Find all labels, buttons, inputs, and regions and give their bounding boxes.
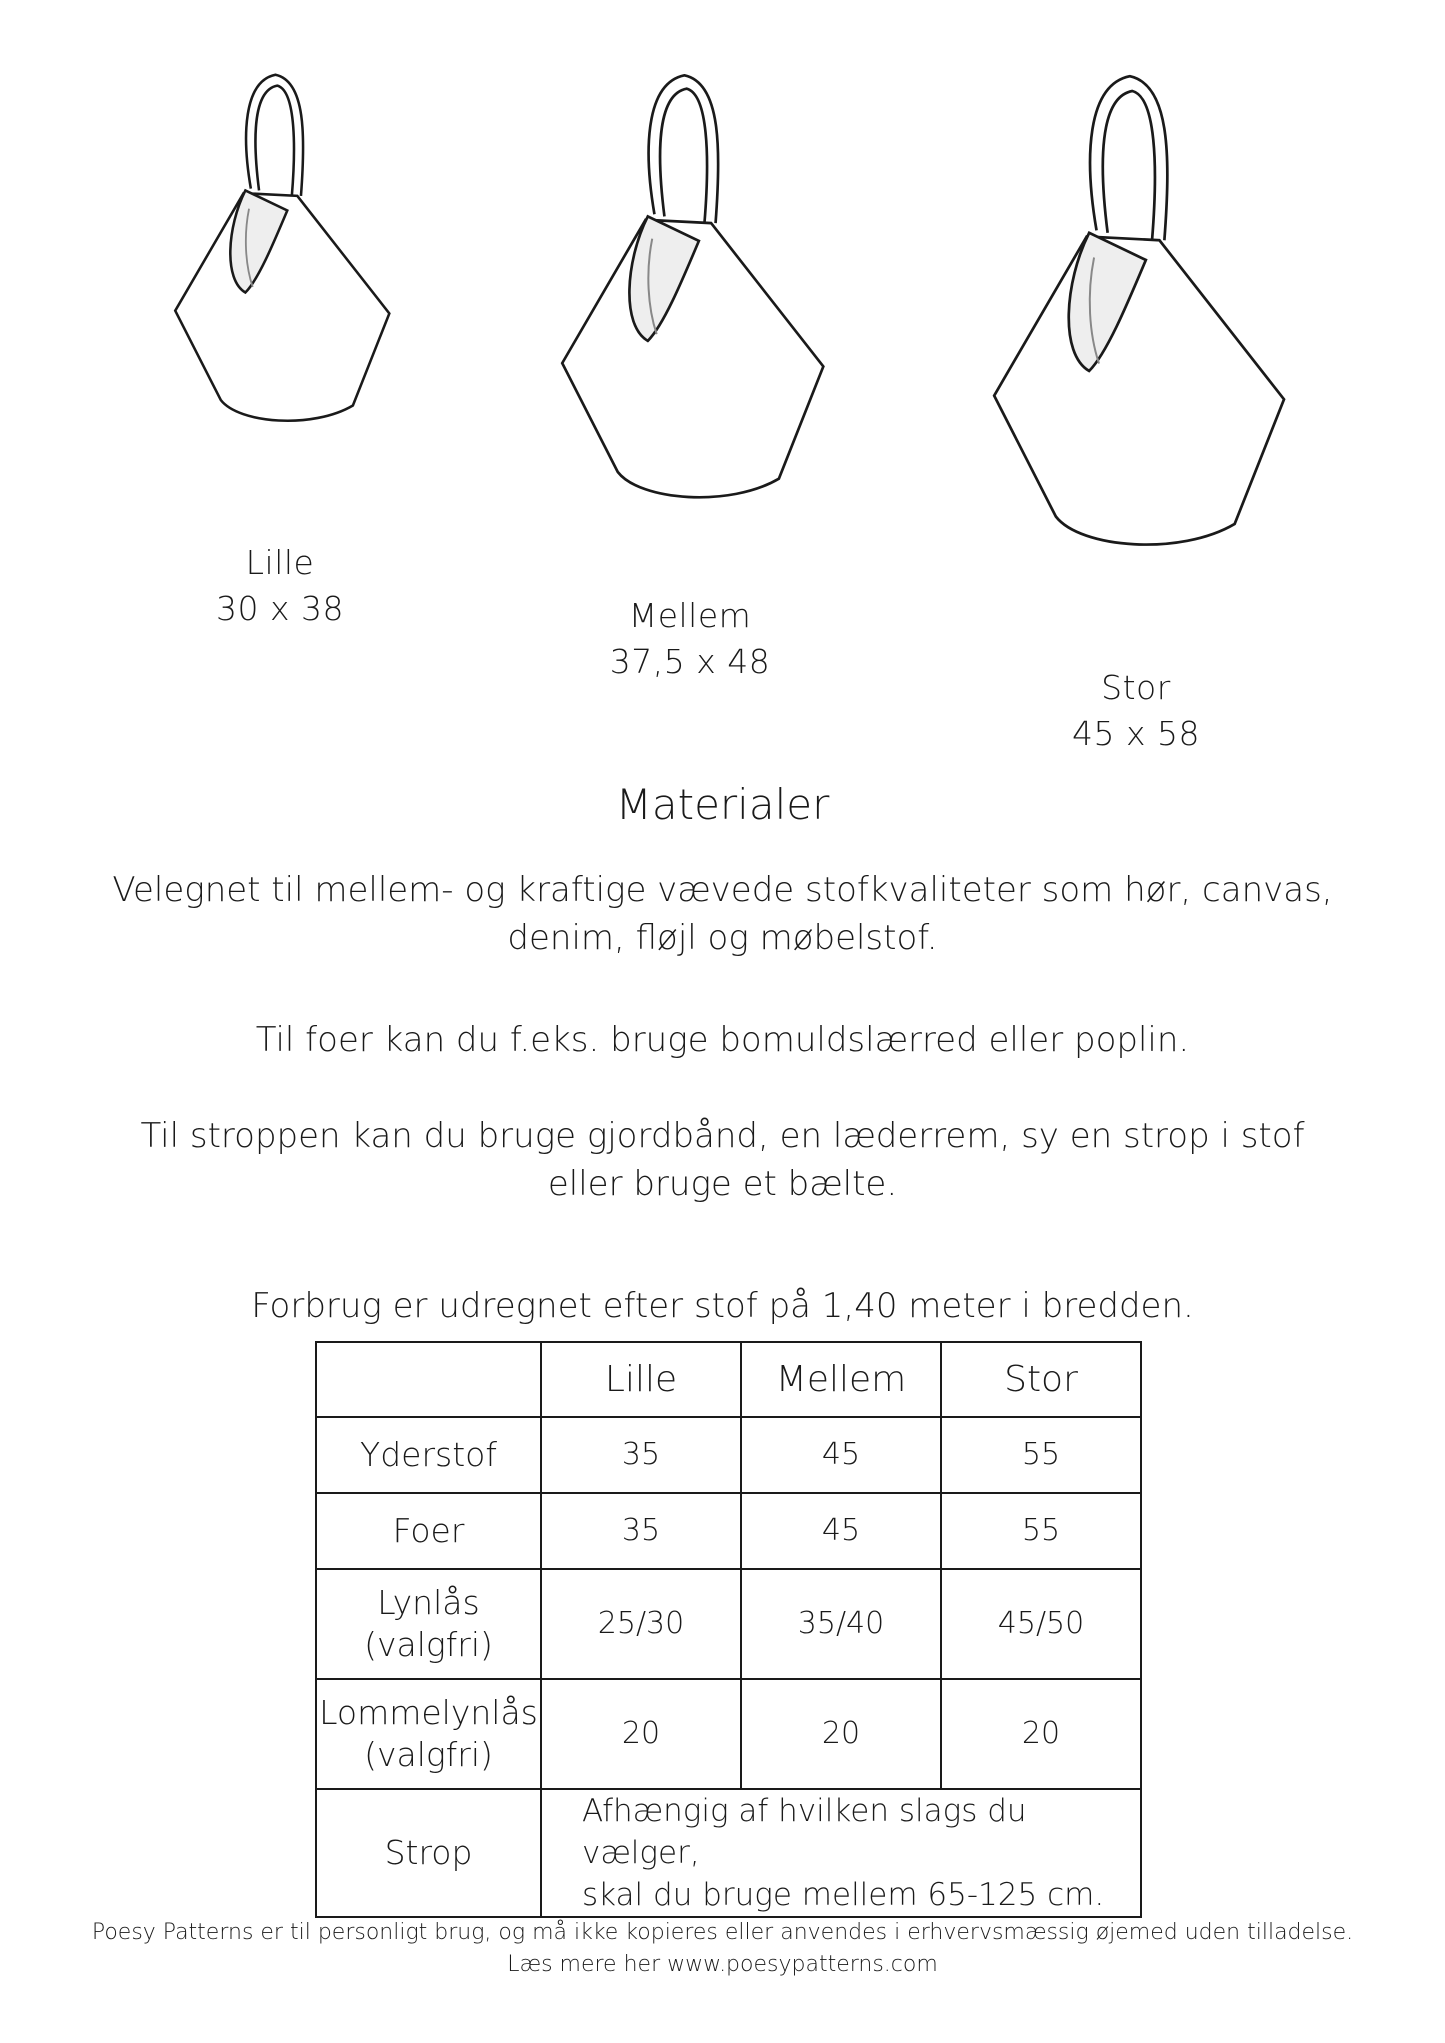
usage-note: Forbrug er udregnet efter stof på 1,40 meter i bredden.	[251, 1286, 1194, 1326]
table-cell: 20	[741, 1679, 941, 1789]
table-header-cell: Lille	[541, 1342, 741, 1417]
row-label-line: (valgfri)	[364, 1625, 493, 1664]
row-label-line: (valgfri)	[364, 1735, 493, 1774]
table-header-cell: Mellem	[741, 1342, 941, 1417]
materials-heading: Materialer	[615, 780, 830, 829]
strap-note	[541, 1789, 1141, 1917]
table-row	[316, 1493, 1141, 1569]
table-cell: 45	[741, 1493, 941, 1569]
bag-illustration-small	[170, 72, 390, 482]
footer	[0, 1917, 1445, 1981]
row-label: Strop	[316, 1789, 541, 1917]
table-header-cell: Stor	[941, 1342, 1141, 1417]
size-dimensions: 30 x 38	[216, 589, 344, 628]
bag-illustration-medium	[556, 72, 824, 572]
row-label: Foer	[316, 1493, 541, 1569]
size-caption-small	[170, 540, 390, 632]
fabric-usage-table	[315, 1341, 1142, 1918]
table-cell: 55	[941, 1493, 1141, 1569]
size-dimensions: 45 x 58	[1072, 714, 1200, 753]
size-name: Mellem	[628, 596, 752, 635]
website-line: Læs mere her www.poesypatterns.com	[507, 1952, 938, 1977]
copyright-notice: Poesy Patterns er til personligt brug, og må ikke kopieres eller anvendes i erhvervsmæssig øjemed uden tilladelse.	[91, 1920, 1354, 1945]
row-label: Yderstof	[316, 1417, 541, 1493]
strap-note-line: Afhængig af hvilken slags du vælger,	[582, 1793, 1027, 1871]
size-dimensions: 37,5 x 48	[609, 642, 771, 681]
table-row	[316, 1569, 1141, 1679]
materials-paragraph-fabric	[100, 866, 1345, 962]
size-name: Stor	[1101, 668, 1171, 707]
table-header-row	[316, 1342, 1141, 1417]
table-cell: 20	[941, 1679, 1141, 1789]
table-cell: 25/30	[541, 1569, 741, 1679]
paragraph-line: eller bruge et bælte.	[547, 1164, 898, 1204]
table-cell: 45	[741, 1417, 941, 1493]
table-cell: 35	[541, 1493, 741, 1569]
row-label	[316, 1569, 541, 1679]
size-caption-large	[1006, 665, 1266, 757]
row-label-line: Lynlås	[377, 1583, 480, 1622]
table-cell: 55	[941, 1417, 1141, 1493]
table-cell: 20	[541, 1679, 741, 1789]
table-cell: 45/50	[941, 1569, 1141, 1679]
table-cell: 35/40	[741, 1569, 941, 1679]
paragraph-line: Velegnet til mellem- og kraftige vævede stofkvaliteter som hør, canvas,	[112, 870, 1333, 910]
strap-note-line: skal du bruge mellem 65-125 cm.	[582, 1877, 1105, 1913]
row-label	[316, 1679, 541, 1789]
materials-paragraph-strap	[100, 1112, 1345, 1208]
row-label-line: Lommelynlås	[319, 1693, 538, 1732]
table-cell: 35	[541, 1417, 741, 1493]
table-row-strap	[316, 1789, 1141, 1917]
paragraph-line: Til stroppen kan du bruge gjordbånd, en læderrem, sy en strop i stof	[140, 1116, 1305, 1156]
paragraph-line: denim, fløjl og møbelstof.	[507, 918, 938, 958]
table-row	[316, 1679, 1141, 1789]
table-header-cell	[316, 1342, 541, 1417]
materials-paragraph-lining: Til foer kan du f.eks. bruge bomuldslærred eller poplin.	[255, 1020, 1190, 1060]
size-caption-medium	[560, 593, 820, 685]
size-name: Lille	[245, 543, 315, 582]
table-row	[316, 1417, 1141, 1493]
bag-illustration-large	[988, 72, 1284, 628]
